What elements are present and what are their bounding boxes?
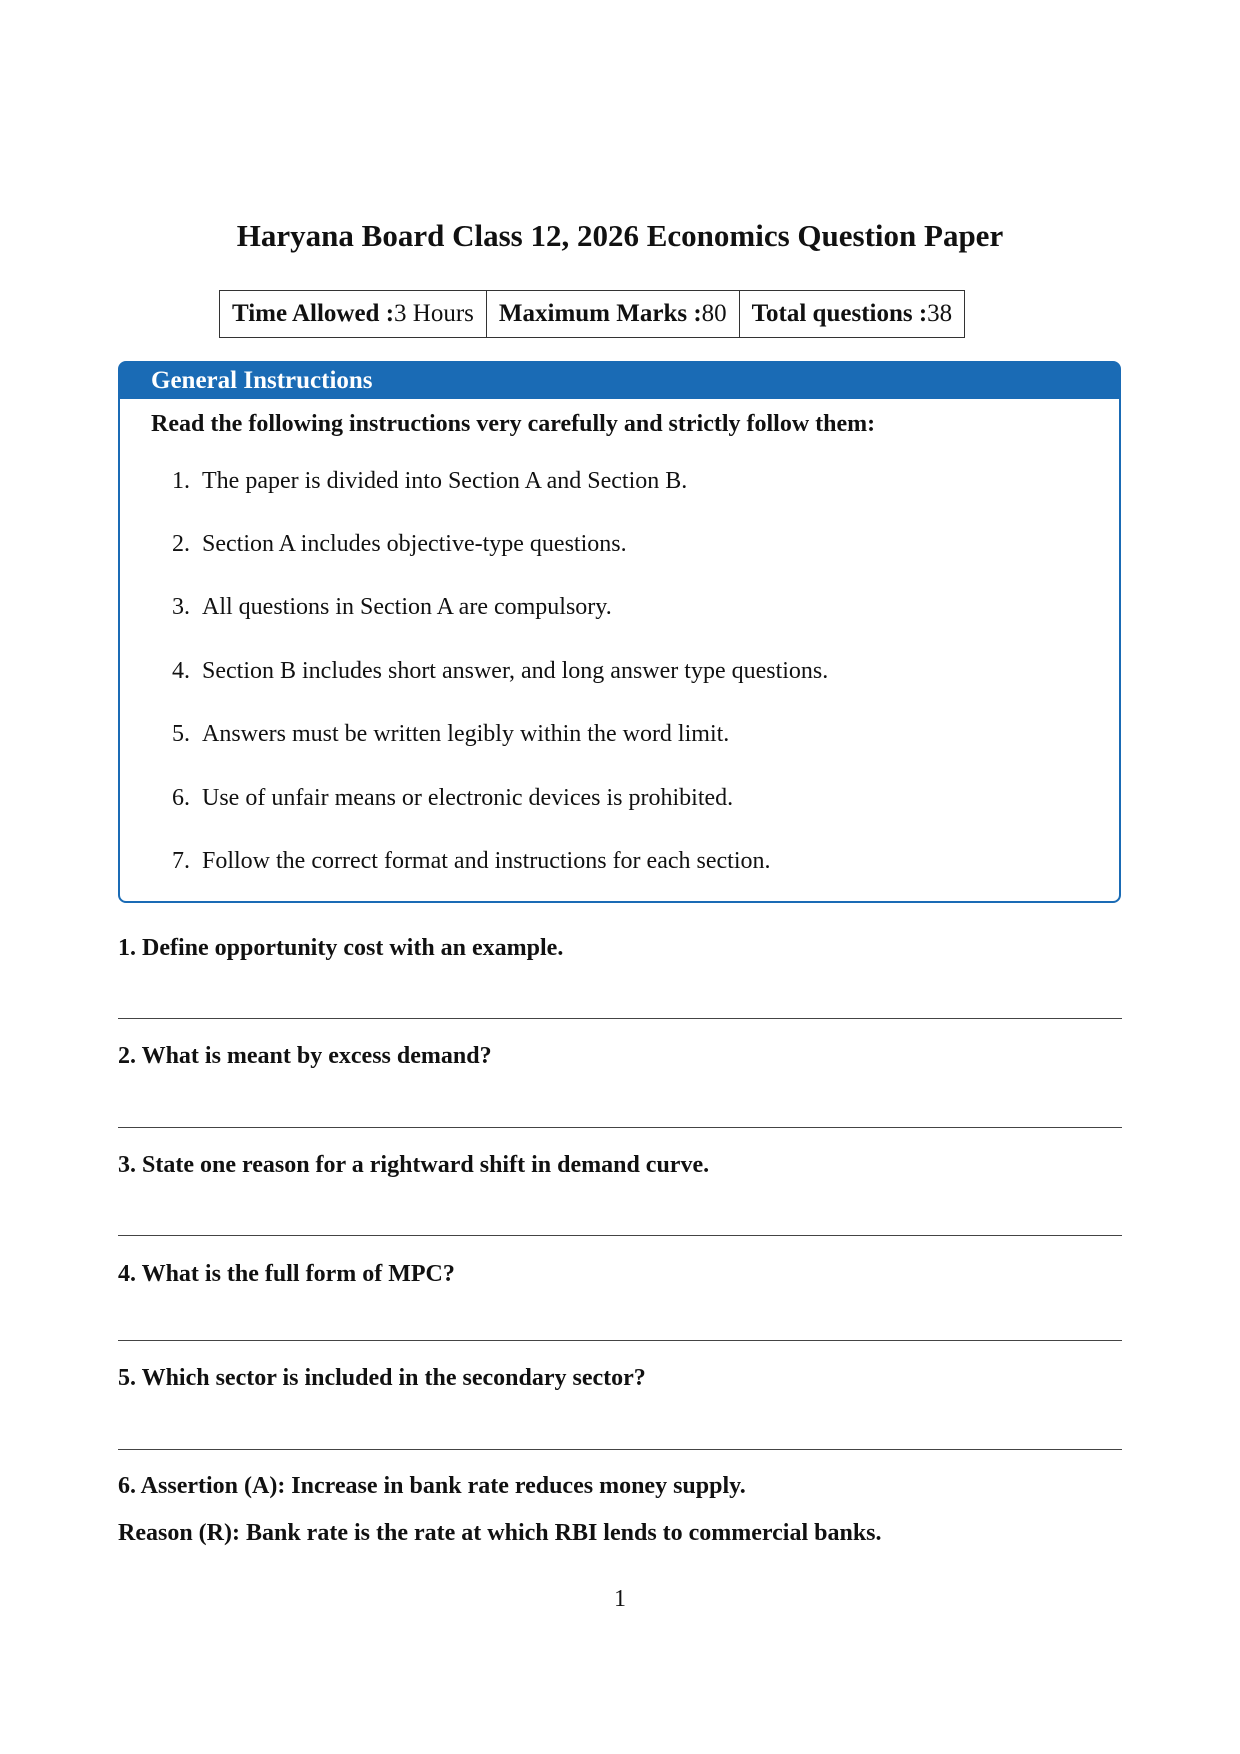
item-number: 1. bbox=[172, 468, 190, 494]
item-text: Answers must be written legibly within the word limit. bbox=[202, 721, 730, 747]
maximum-marks bbox=[487, 291, 740, 337]
item-number: 4. bbox=[172, 658, 190, 684]
instructions-lead: Read the following instructions very carefully and strictly follow them: bbox=[151, 411, 876, 437]
page-number: 1 bbox=[614, 1586, 626, 1612]
instructions-heading: General Instructions bbox=[120, 363, 1119, 399]
answer-line bbox=[118, 1340, 1122, 1341]
instruction-item bbox=[172, 848, 771, 875]
question-2: 2. What is meant by excess demand? bbox=[118, 1043, 492, 1069]
instruction-item bbox=[172, 658, 828, 685]
item-text: All questions in Section A are compulsory. bbox=[202, 594, 612, 620]
item-number: 7. bbox=[172, 848, 190, 874]
marks-label: Maximum Marks : bbox=[498, 300, 702, 327]
exam-meta-table bbox=[219, 290, 965, 338]
answer-line bbox=[118, 1127, 1122, 1128]
item-text: Follow the correct format and instructions for each section. bbox=[202, 848, 771, 874]
answer-line bbox=[118, 1449, 1122, 1450]
question-6-reason: Reason (R): Bank rate is the rate at which RBI lends to commercial banks. bbox=[118, 1520, 882, 1546]
questions-value: 38 bbox=[927, 300, 953, 327]
item-text: Section B includes short answer, and long answer type questions. bbox=[202, 658, 829, 684]
item-text: The paper is divided into Section A and Section B. bbox=[202, 468, 688, 494]
item-text: Use of unfair means or electronic devices is prohibited. bbox=[202, 785, 734, 811]
questions-label: Total questions : bbox=[751, 300, 928, 327]
item-number: 3. bbox=[172, 594, 190, 620]
time-label: Time Allowed : bbox=[232, 300, 395, 327]
question-4: 4. What is the full form of MPC? bbox=[118, 1261, 455, 1287]
general-instructions-box bbox=[118, 361, 1121, 903]
item-number: 2. bbox=[172, 531, 190, 557]
instruction-item bbox=[172, 468, 687, 495]
time-value: 3 Hours bbox=[394, 300, 474, 327]
instruction-item bbox=[172, 594, 612, 621]
question-5: 5. Which sector is included in the secondary sector? bbox=[118, 1365, 646, 1391]
instruction-item bbox=[172, 785, 733, 812]
question-6-assertion: 6. Assertion (A): Increase in bank rate reduces money supply. bbox=[118, 1473, 746, 1499]
answer-line bbox=[118, 1235, 1122, 1236]
question-3: 3. State one reason for a rightward shift in demand curve. bbox=[118, 1152, 710, 1178]
instruction-item bbox=[172, 531, 627, 558]
item-text: Section A includes objective-type questions. bbox=[202, 531, 627, 557]
marks-value: 80 bbox=[701, 300, 727, 327]
answer-line bbox=[118, 1018, 1122, 1019]
item-number: 6. bbox=[172, 785, 190, 811]
question-1: 1. Define opportunity cost with an example. bbox=[118, 935, 564, 961]
instruction-item bbox=[172, 721, 729, 748]
item-number: 5. bbox=[172, 721, 190, 747]
time-allowed bbox=[220, 291, 487, 337]
page-title: Haryana Board Class 12, 2026 Economics Question Paper bbox=[236, 218, 1004, 253]
total-questions bbox=[740, 291, 965, 337]
